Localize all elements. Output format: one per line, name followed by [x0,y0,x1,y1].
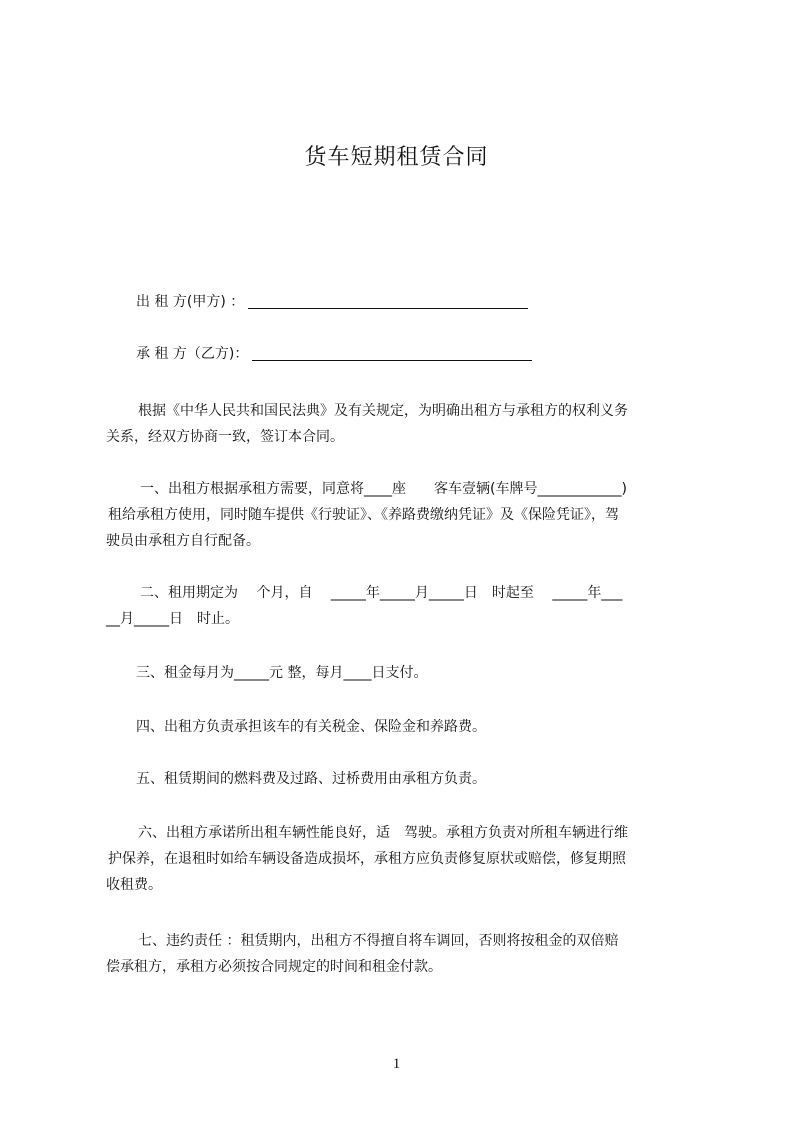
party-b-label: 承 租 方（乙方)： [136,346,249,362]
clause-line: 护保养，在退租时如给车辆设备造成损坏，承租方应负责修复原状或赔偿，修复期照 [108,851,626,867]
clause-1 [106,476,710,554]
clause-line: 一、出租方根据承租方需要，同意将____座 客车壹辆(车牌号____________) [140,481,627,497]
preamble-line: 关系，经双方协商一致，签订本合同。 [106,429,344,445]
clause-line: 六、出租方承诺所出租车辆性能良好，适 驾驶。承租方负责对所租车辆进行维 [138,825,628,841]
party-a-label: 出 租 方(甲方) ： [136,294,245,310]
clause-3 [106,660,710,686]
clause-line: 驶员由承租方自行配备。 [106,533,260,549]
party-a-row [136,292,528,312]
clause-6 [106,820,710,898]
clause-line: __月_____日 时止。 [106,611,239,627]
clause-line: 三、租金每月为_____元 整，每月____日支付。 [136,665,428,681]
clause-line: 四、出租方负责承担该车的有关税金、保险金和养路费。 [136,719,486,735]
party-b-blank[interactable] [252,348,532,361]
clause-line: 偿承租方，承租方必须按合同规定的时间和租金付款。 [106,959,442,975]
clause-line: 五、租赁期间的燃料费及过路、过桥费用由承租方负责。 [136,771,486,787]
clause-2 [106,580,710,632]
clause-4 [106,714,710,740]
page-number: 1 [392,1056,401,1072]
clause-line: 收租费。 [106,877,162,893]
document-title: 货车短期租赁合同 [304,145,489,170]
clause-line: 租给承租方使用，同时随车提供《行驶证》、《养路费缴纳凭证》及《保险凭证》，驾 [108,507,619,523]
preamble [106,398,710,450]
preamble-line: 根据《中华人民共和国民法典》及有关规定，为明确出租方与承租方的权利义务 [138,403,628,419]
clause-7 [106,928,710,980]
clause-line: 二、租用期定为 个月，自 _____年_____月_____日 时起至 _____年___ [140,585,623,601]
party-b-row [136,344,532,364]
clause-line: 七、违约责任 ：租赁期内，出租方不得擅自将车调回，否则将按租金的双倍赔 [138,933,619,949]
party-a-blank[interactable] [248,296,528,309]
clause-5 [106,766,710,792]
